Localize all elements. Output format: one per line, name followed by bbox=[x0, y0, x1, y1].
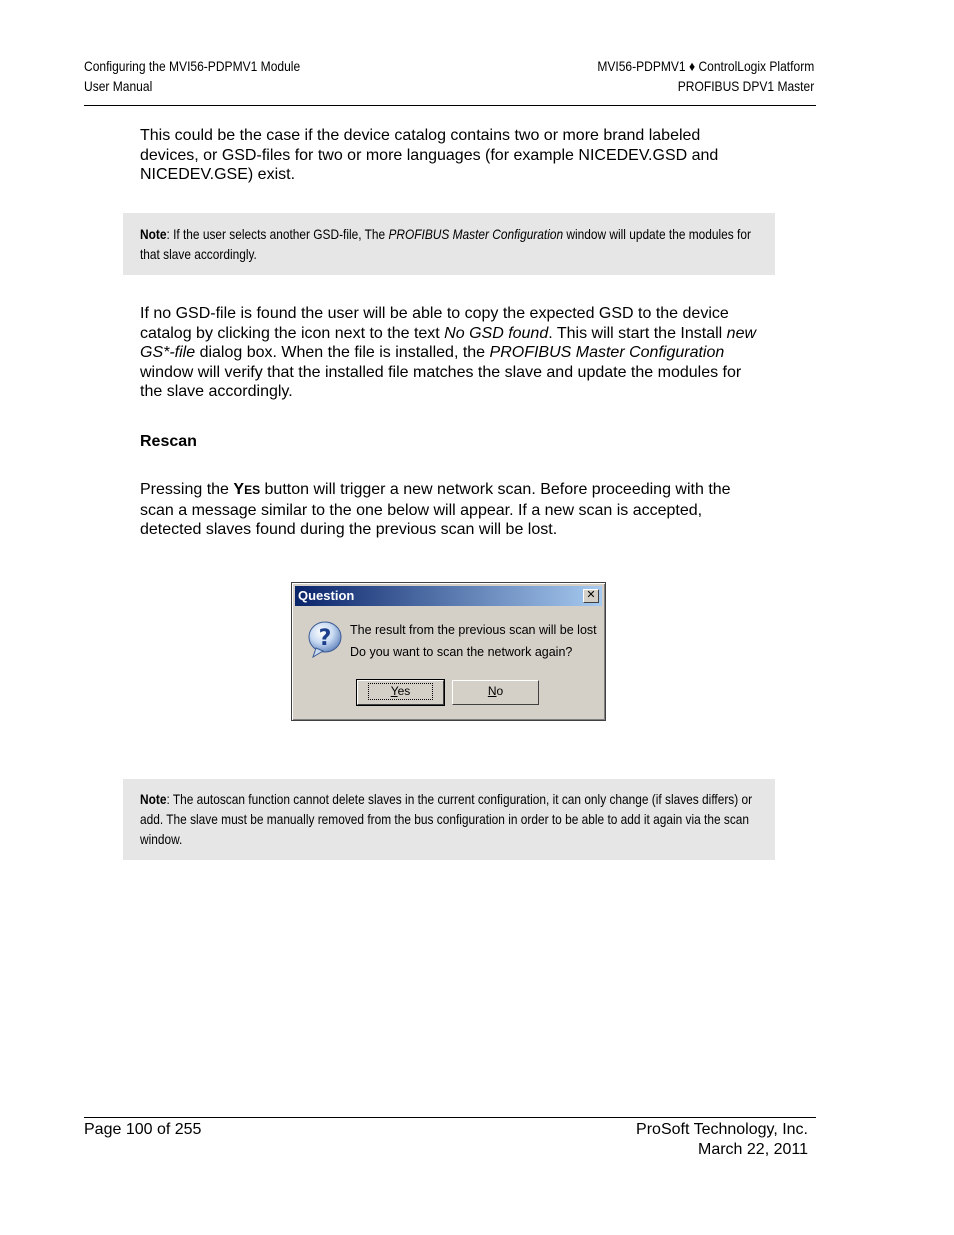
paragraph-text: . This will start the Install bbox=[548, 324, 727, 342]
note-italic-window-name: PROFIBUS Master Configuration bbox=[388, 226, 564, 242]
no-label-rest: o bbox=[496, 684, 504, 698]
dialog-message-line1: The result from the previous scan will be lost bbox=[350, 623, 597, 637]
header-divider bbox=[84, 105, 816, 106]
footer-date: March 22, 2011 bbox=[698, 1140, 808, 1158]
paragraph-text: dialog box. When the file is installed, the bbox=[195, 344, 490, 362]
page-number: Page 100 of 255 bbox=[84, 1121, 202, 1138]
yes-button[interactable] bbox=[357, 680, 444, 705]
dialog-message-line2: Do you want to scan the network again? bbox=[350, 645, 573, 659]
svg-text:?: ? bbox=[318, 626, 332, 651]
no-mnemonic: N bbox=[487, 684, 497, 698]
page-header-right bbox=[597, 57, 814, 96]
dialog-title: Question bbox=[298, 588, 355, 603]
yes-label-rest: es bbox=[397, 684, 411, 698]
header-subtitle: PROFIBUS DPV1 Master bbox=[677, 77, 814, 94]
footer-right bbox=[636, 1120, 808, 1159]
note-text bbox=[140, 790, 759, 849]
close-icon: ✕ bbox=[586, 589, 596, 601]
note-text-part: window will update the modules for that slave accordingly. bbox=[140, 226, 751, 262]
paragraph-rescan bbox=[140, 480, 760, 540]
no-button[interactable] bbox=[452, 680, 539, 705]
footer-company: ProSoft Technology, Inc. bbox=[636, 1121, 808, 1138]
note-text bbox=[140, 225, 759, 265]
paragraph-text: If no GSD-file is found the user will be able to copy the expected GSD to the device catalog by clicking the icon next to the text bbox=[140, 305, 729, 342]
close-button[interactable] bbox=[583, 589, 599, 603]
dialog-title-bar bbox=[295, 586, 602, 606]
note-text-part: : If the user selects another GSD-file, The bbox=[166, 226, 389, 242]
note-box-gsd bbox=[123, 213, 775, 275]
paragraph-no-gsd bbox=[140, 304, 760, 402]
paragraph-text: This could be the case if the device catalog contains two or more brand labeled devices, or GSD-files for two or more languages (for example NICEDEV.GSD and NICEDEV.GSE) exist. bbox=[140, 127, 719, 184]
header-product: MVI56-PDPMV1 ♦ ControlLogix Platform bbox=[597, 58, 814, 74]
header-chapter: Configuring the MVI56-PDPMV1 Module bbox=[84, 58, 301, 74]
italic-profibus-master-config: PROFIBUS Master Configuration bbox=[489, 344, 725, 362]
paragraph-text: button will trigger a new network scan. Before proceeding with the scan a message similar to the one below will appear. If a new scan is accepted, detected slaves found during the previous scan will be lost. bbox=[140, 481, 731, 539]
question-icon bbox=[307, 620, 345, 660]
note-box-autoscan bbox=[123, 779, 775, 860]
header-doc-type: User Manual bbox=[84, 77, 153, 94]
yes-reference-first: Y bbox=[233, 481, 245, 498]
yes-reference-rest: ES bbox=[244, 483, 261, 497]
yes-button-reference bbox=[233, 481, 260, 498]
question-dialog bbox=[291, 582, 606, 721]
yes-mnemonic: Y bbox=[390, 684, 398, 698]
italic-new-gs-file: new GS*-file bbox=[140, 324, 757, 362]
note-text-part: : The autoscan function cannot delete slaves in the current configuration, it can only change (if slaves differs) or add. The slave must be manually removed from the bus configuration in order to be able to add it again via the scan window. bbox=[140, 791, 753, 847]
footer-divider bbox=[84, 1117, 816, 1118]
section-heading-rescan bbox=[140, 432, 760, 452]
note-label: Note bbox=[140, 226, 167, 242]
paragraph-text: window will verify that the installed file matches the slave and update the modules for the slave accordingly. bbox=[140, 363, 742, 401]
page-header-left bbox=[84, 57, 300, 96]
paragraph-device-catalog bbox=[140, 126, 760, 185]
italic-no-gsd-found: No GSD found bbox=[444, 324, 549, 342]
note-label: Note bbox=[140, 791, 167, 807]
paragraph-text: Pressing the bbox=[140, 481, 234, 498]
heading-text: Rescan bbox=[140, 433, 197, 450]
